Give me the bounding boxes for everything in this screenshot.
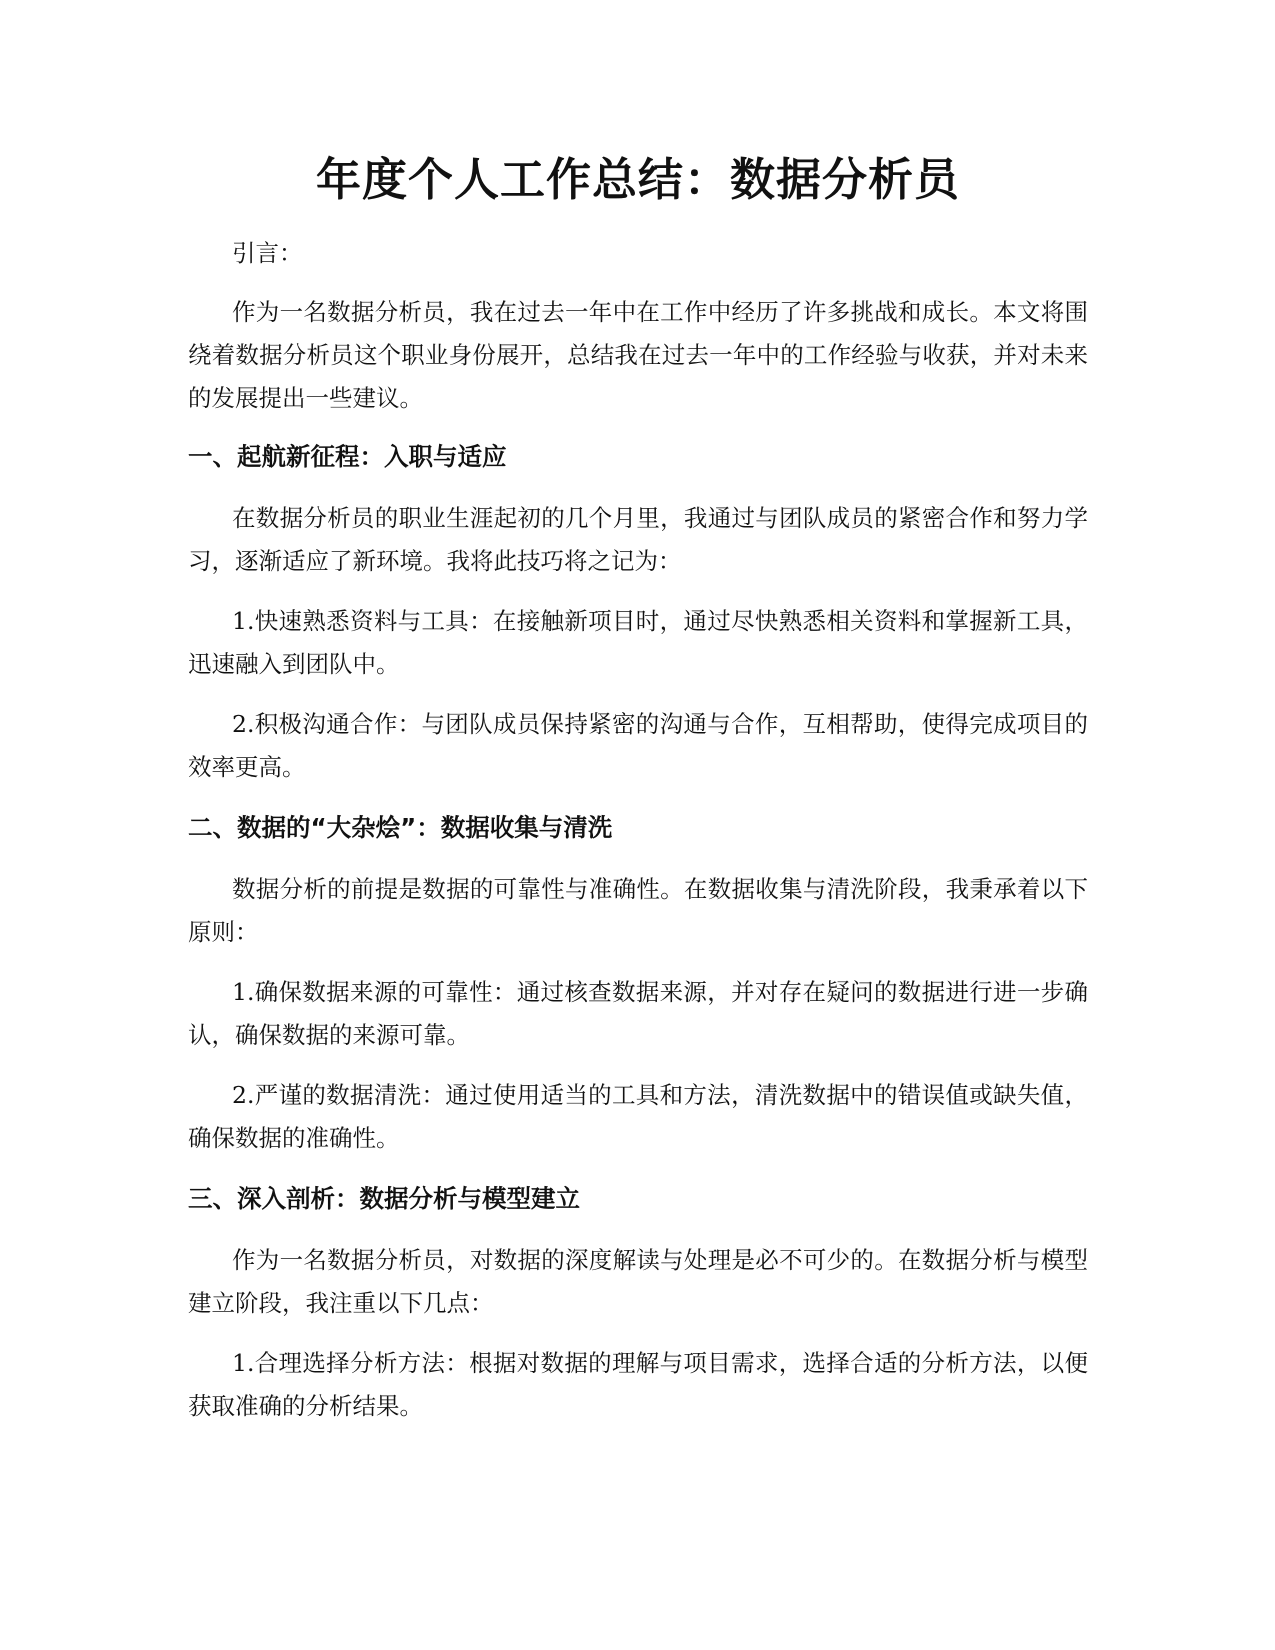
- intro-paragraph: 作为一名数据分析员，我在过去一年中在工作中经历了许多挑战和成长。本文将围绕着数据分析员这个职业身份展开，总结我在过去一年中的工作经验与收获，并对未来的发展提出一些建议。: [188, 298, 1088, 412]
- section-1-heading: 一、起航新征程：入职与适应: [188, 442, 507, 471]
- section-1-paragraph-3: 2.积极沟通合作：与团队成员保持紧密的沟通与合作，互相帮助，使得完成项目的效率更高。: [188, 710, 1088, 781]
- section-1-paragraph-2: 1.快速熟悉资料与工具：在接触新项目时，通过尽快熟悉相关资料和掌握新工具，迅速融入到团队中。: [188, 607, 1088, 678]
- document-page: [188, 0, 1088, 1650]
- document-title: 年度个人工作总结：数据分析员: [315, 153, 960, 206]
- section-2-paragraph-3: 2.严谨的数据清洗：通过使用适当的工具和方法，清洗数据中的错误值或缺失值，确保数据的准确性。: [188, 1081, 1088, 1152]
- section-3-heading: 三、深入剖析：数据分析与模型建立: [188, 1184, 580, 1213]
- section-2-paragraph-2: 1.确保数据来源的可靠性：通过核查数据来源，并对存在疑问的数据进行进一步确认，确保数据的来源可靠。: [188, 978, 1088, 1049]
- intro-label: 引言：: [232, 239, 303, 267]
- section-2-heading: 二、数据的“大杂烩”：数据收集与清洗: [188, 813, 613, 842]
- section-3-paragraph-1: 作为一名数据分析员，对数据的深度解读与处理是必不可少的。在数据分析与模型建立阶段，我注重以下几点：: [188, 1246, 1088, 1317]
- section-2-paragraph-1: 数据分析的前提是数据的可靠性与准确性。在数据收集与清洗阶段，我秉承着以下原则：: [188, 875, 1088, 946]
- section-1-paragraph-1: 在数据分析员的职业生涯起初的几个月里，我通过与团队成员的紧密合作和努力学习，逐渐适应了新环境。我将此技巧将之记为：: [188, 504, 1088, 575]
- section-3-paragraph-2: 1.合理选择分析方法：根据对数据的理解与项目需求，选择合适的分析方法，以便获取准确的分析结果。: [188, 1349, 1088, 1420]
